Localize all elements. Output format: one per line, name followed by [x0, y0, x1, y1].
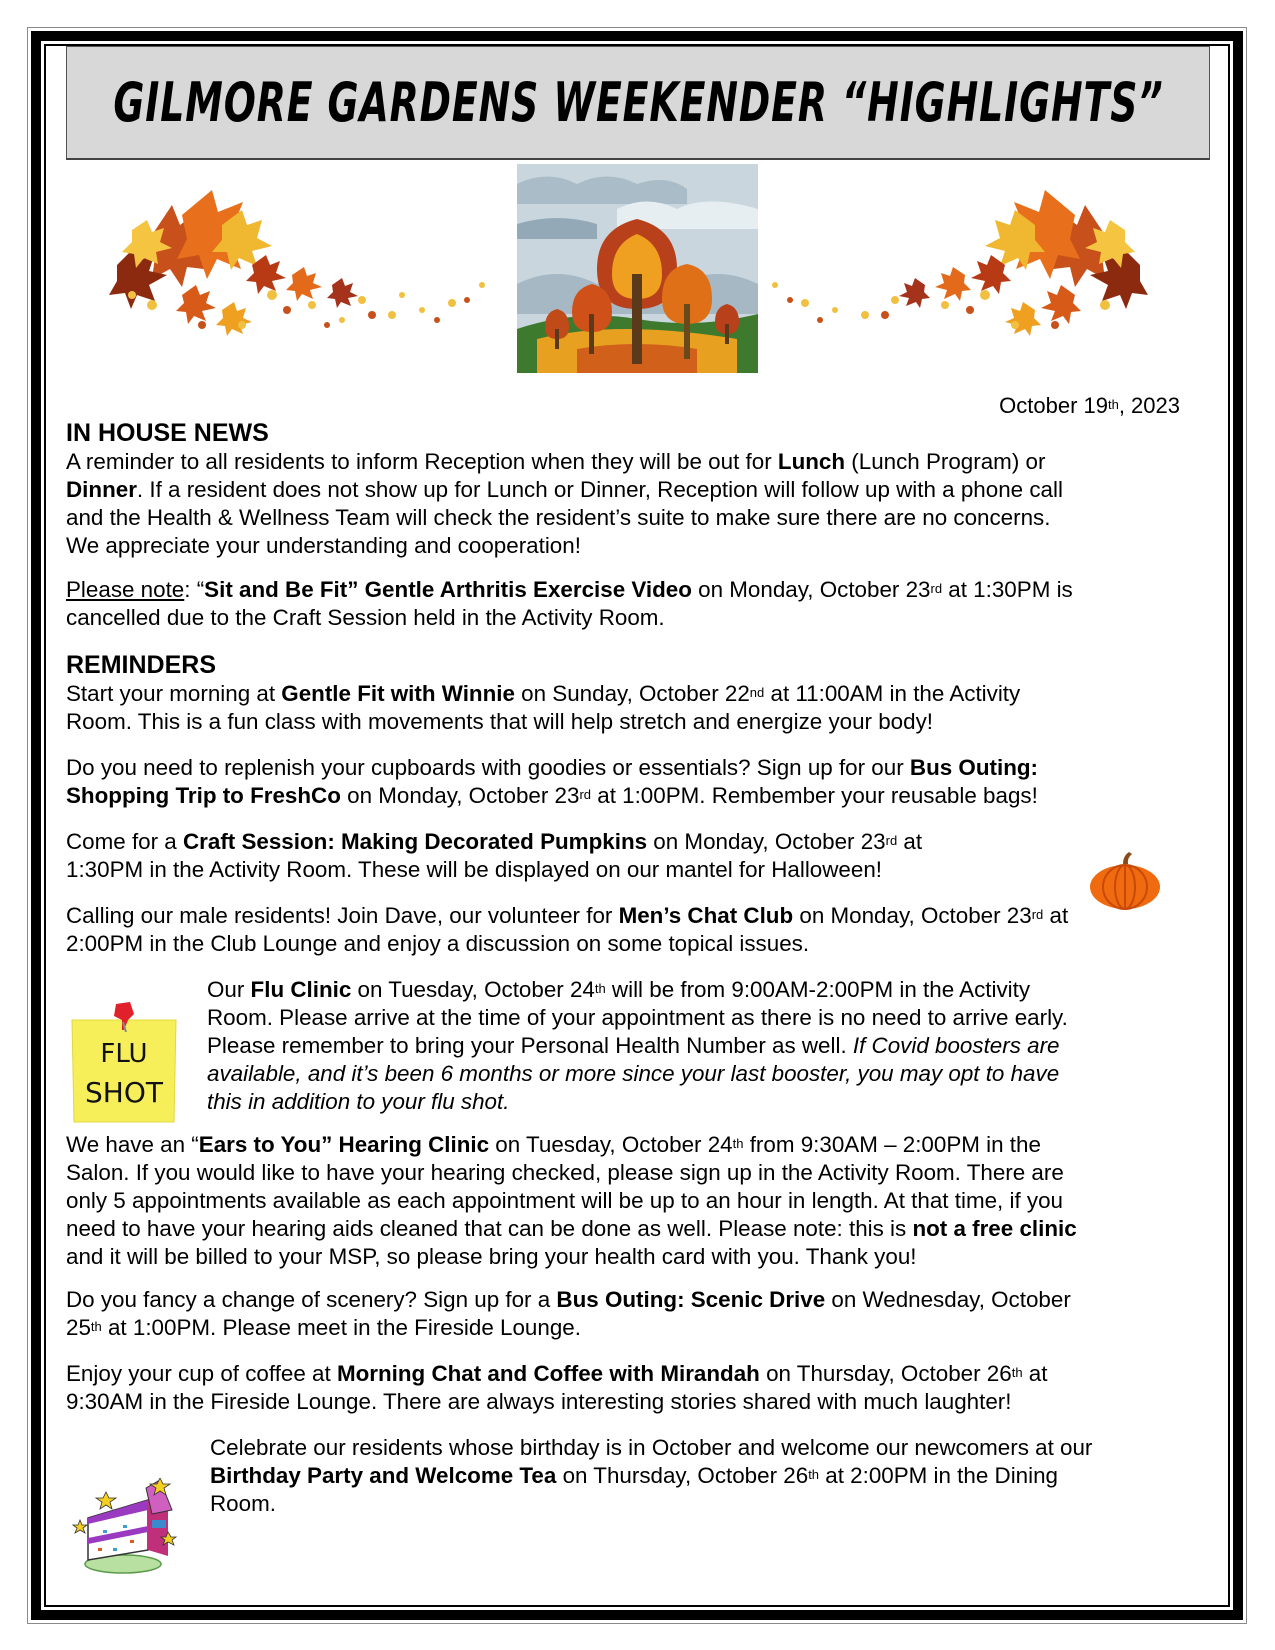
autumn-trees-scene-image [517, 164, 758, 373]
text-segment: Start your morning at [66, 681, 282, 706]
text-segment: Enjoy your cup of coffee at [66, 1361, 337, 1386]
bold-text: Morning Chat and Coffee with Mirandah [336, 1361, 760, 1386]
text-segment: Calling our male residents! Join Dave, our volunteer for [66, 903, 619, 928]
text-segment: on Monday, October 23 [793, 903, 1032, 928]
text-segment: A reminder to all residents to inform Reception when they will be out for [66, 449, 778, 474]
text-line [66, 1360, 1216, 1388]
text-line [66, 930, 1216, 958]
text-segment: Salon. If you would like to have your hearing checked, please sign up in the Activity Room. There are [66, 1160, 1064, 1185]
bold-text: Shopping Trip to FreshCo [66, 783, 341, 808]
bold-text: Sit and Be Fit” Gentle Arthritis Exercise Video [204, 577, 692, 602]
text-segment: on Monday, October 23 [340, 783, 580, 808]
text-segment: Do you fancy a change of scenery? Sign up for a [66, 1287, 557, 1312]
text-segment: Room. This is a fun class with movements that will help stretch and energize your body! [66, 709, 934, 734]
text-segment: at [1022, 1361, 1048, 1386]
text-line [66, 708, 1216, 736]
text-segment: (Lunch Program) or [845, 449, 1046, 474]
bold-text: Birthday Party and Welcome Tea [210, 1463, 557, 1488]
newsletter-title: GILMORE GARDENS WEEKENDER “HIGHLIGHTS” [112, 70, 1164, 134]
ordinal-suffix: th [1011, 1365, 1023, 1380]
text-segment: on Sunday, October 22 [514, 681, 750, 706]
paragraph-morning-coffee [66, 1360, 1216, 1416]
text-segment: Room. [210, 1491, 276, 1516]
flu-note-line2: SHOT [85, 1076, 163, 1109]
paragraph-flu-clinic [207, 976, 1207, 1116]
italic-text: available, and it’s been 6 months or more since your last booster, you may opt to have [207, 1061, 1060, 1086]
date-month-day: October 19 [999, 393, 1108, 418]
ordinal-suffix: th [90, 1319, 102, 1334]
text-line [66, 1286, 1216, 1314]
text-segment: 9:30AM in the Fireside Lounge. There are always interesting stories shared with much laughter! [66, 1389, 1012, 1414]
text-segment: Celebrate our residents whose birthday is in October and welcome our newcomers at our [210, 1435, 1093, 1460]
leaf-cluster [109, 190, 358, 336]
text-line [66, 1159, 1216, 1187]
text-segment: at [1043, 903, 1069, 928]
paragraph-craft-session [66, 828, 1066, 884]
text-segment: on Tuesday, October 24 [351, 977, 595, 1002]
text-line [210, 1434, 1210, 1462]
italic-text: If Covid boosters are [852, 1033, 1060, 1058]
text-line [210, 1490, 1210, 1518]
text-line [207, 1004, 1207, 1032]
issue-date [900, 392, 1180, 420]
text-line [210, 1462, 1210, 1490]
text-segment: at 2:00PM in the Dining [819, 1463, 1059, 1488]
pumpkin-icon [1089, 852, 1161, 910]
text-segment: Come for a [66, 829, 183, 854]
text-segment: We have an “ [66, 1132, 199, 1157]
text-line [207, 1032, 1207, 1060]
text-segment: cancelled due to the Craft Session held in the Activity Room. [66, 605, 665, 630]
text-line [66, 902, 1216, 930]
text-line [66, 856, 1066, 884]
text-segment: 25 [66, 1315, 91, 1340]
text-segment: at 1:30PM is [942, 577, 1073, 602]
flu-note-line1: FLU [100, 1039, 148, 1069]
bold-text: Craft Session: Making Decorated Pumpkins [182, 829, 648, 854]
section-heading-in-house-news: IN HOUSE NEWS [66, 419, 269, 447]
text-line [207, 1088, 1207, 1116]
text-segment: Do you need to replenish your cupboards with goodies or essentials? Sign up for our [66, 755, 910, 780]
text-line [66, 828, 1066, 856]
bold-text: Flu Clinic [250, 977, 352, 1002]
paragraph-cancellation-note [66, 576, 1216, 632]
text-segment: at 1:00PM. Please meet in the Fireside Lounge. [101, 1315, 581, 1340]
text-segment: on Thursday, October 26 [556, 1463, 809, 1488]
paragraph-mens-chat-club [66, 902, 1216, 958]
section-heading-reminders: REMINDERS [66, 651, 217, 679]
paragraph-shopping-trip [66, 754, 1216, 810]
text-segment: 2:00PM in the Club Lounge and enjoy a discussion on some topical issues. [66, 931, 810, 956]
paragraph-gentle-fit [66, 680, 1216, 736]
text-line [66, 476, 1216, 504]
text-segment: on Monday, October 23 [647, 829, 886, 854]
bold-text: Men’s Chat Club [618, 903, 794, 928]
text-line [66, 680, 1216, 708]
text-segment: at 11:00AM in the Activity [764, 681, 1021, 706]
text-segment: on Thursday, October 26 [759, 1361, 1012, 1386]
text-line [66, 1187, 1216, 1215]
bold-text: Bus Outing: [909, 755, 1039, 780]
bold-text: not a free clinic [912, 1216, 1077, 1241]
autumn-leaves-left-image [92, 175, 502, 350]
text-line [207, 1060, 1207, 1088]
text-line [66, 448, 1216, 476]
text-segment: Please remember to bring your Personal Health Number as well. [207, 1033, 853, 1058]
text-segment: We appreciate your understanding and cooperation! [66, 533, 581, 558]
text-segment: Room. Please arrive at the time of your appointment as there is no need to arrive early. [207, 1005, 1068, 1030]
text-line [66, 604, 1216, 632]
bold-text: Bus Outing: Scenic Drive [556, 1287, 826, 1312]
paragraph-hearing-clinic [66, 1131, 1216, 1271]
text-segment: . If a resident does not show up for Lunch or Dinner, Reception will follow up with a phone call [136, 477, 1063, 502]
text-line [66, 1243, 1216, 1271]
ordinal-suffix: rd [1031, 907, 1044, 922]
underlined-text: Please note [66, 577, 185, 602]
text-segment: from 9:30AM – 2:00PM in the [743, 1132, 1041, 1157]
text-line [66, 504, 1216, 532]
ordinal-suffix: th [594, 981, 606, 996]
paragraph-birthday-party [210, 1434, 1210, 1518]
text-segment: Our [207, 977, 251, 1002]
ordinal-suffix: th [732, 1136, 744, 1151]
text-line [207, 976, 1207, 1004]
flu-shot-note-image [68, 1002, 180, 1124]
bold-text: Lunch [777, 449, 846, 474]
date-suffix: th [1107, 397, 1119, 412]
bold-text: Dinner [66, 477, 137, 502]
ordinal-suffix: nd [749, 685, 765, 700]
birthday-cake-image [68, 1478, 186, 1576]
text-line [66, 1215, 1216, 1243]
paragraph-scenic-drive [66, 1286, 1216, 1342]
text-segment: need to have your hearing aids cleaned that can be done as well. Please note: this is [66, 1216, 913, 1241]
text-segment: : “ [184, 577, 205, 602]
text-line [66, 754, 1216, 782]
paragraph-meal-reminder [66, 448, 1216, 560]
date-year: , 2023 [1118, 393, 1180, 418]
text-segment: and the Health & Wellness Team will check the resident’s suite to make sure there are no concerns. [66, 505, 1051, 530]
text-segment: 1:30PM in the Activity Room. These will be displayed on our mantel for Halloween! [66, 857, 883, 882]
text-line [66, 1131, 1216, 1159]
autumn-leaves-right-image [755, 175, 1165, 350]
text-segment: only 5 appointments available as each appointment will be up to an hour in length. At that time, if you [66, 1188, 1064, 1213]
bold-text: Ears to You” Hearing Clinic [198, 1132, 490, 1157]
ordinal-suffix: rd [885, 833, 898, 848]
text-segment: at 1:00PM. Rembember your reusable bags! [591, 783, 1038, 808]
text-line [66, 1314, 1216, 1342]
bold-text: Gentle Fit with Winnie [281, 681, 515, 706]
ordinal-suffix: th [808, 1467, 820, 1482]
leaf-cluster [772, 190, 1148, 336]
text-segment: on Tuesday, October 24 [489, 1132, 733, 1157]
text-segment: and it will be billed to your MSP, so please bring your health card with you. Thank you! [66, 1244, 917, 1269]
title-banner [66, 46, 1210, 160]
text-line [66, 782, 1216, 810]
text-line [66, 1388, 1216, 1416]
text-segment: at [897, 829, 923, 854]
text-line [66, 576, 1216, 604]
italic-text: this in addition to your flu shot. [207, 1089, 510, 1114]
text-segment: will be from 9:00AM-2:00PM in the Activity [605, 977, 1031, 1002]
ordinal-suffix: rd [579, 787, 592, 802]
ordinal-suffix: rd [930, 581, 943, 596]
text-segment: on Monday, October 23 [691, 577, 931, 602]
text-line [66, 532, 1216, 560]
text-segment: on Wednesday, October [825, 1287, 1071, 1312]
